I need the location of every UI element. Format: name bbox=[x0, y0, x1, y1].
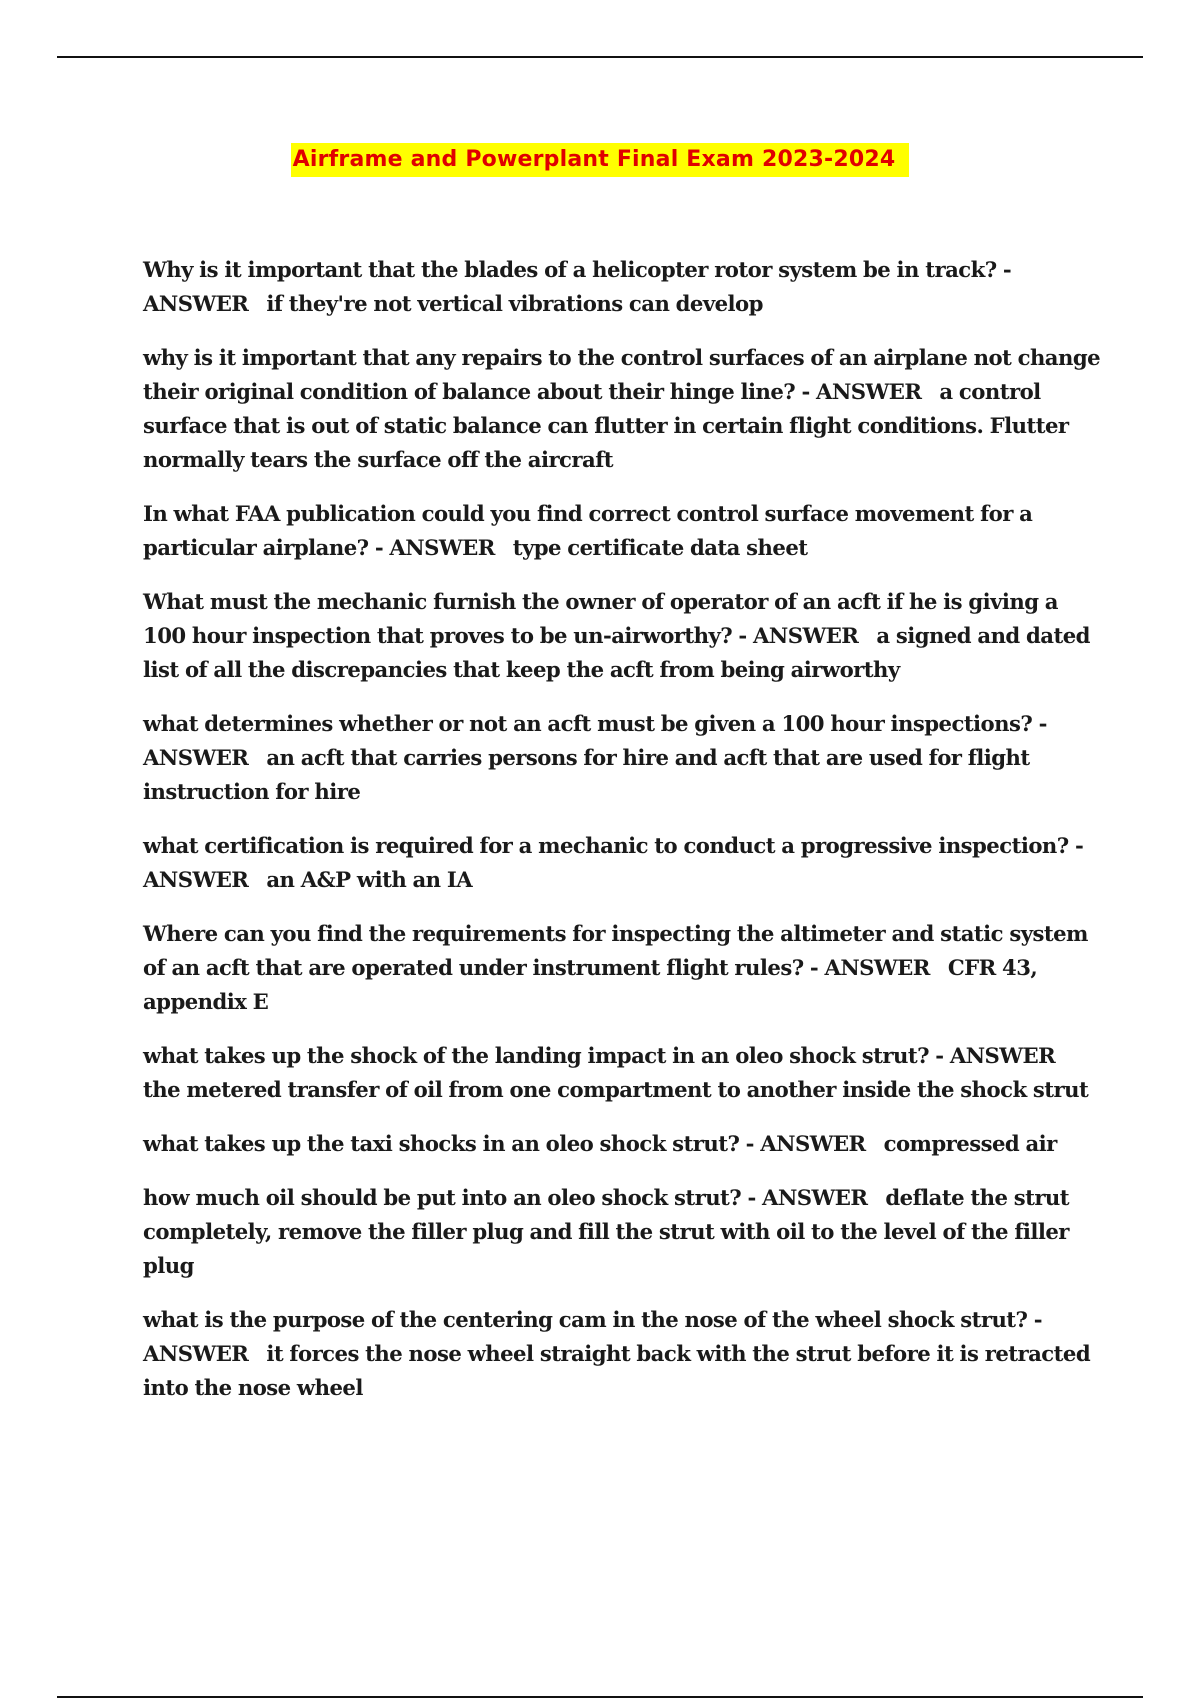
qa-item bbox=[143, 497, 1103, 565]
title-container bbox=[0, 143, 1200, 177]
qa-item bbox=[143, 917, 1103, 1019]
question-text: what determines whether or not an acft must be given a 100 hour inspections? - ANSWER bbox=[143, 711, 1047, 770]
answer-text: an A&P with an IA bbox=[266, 867, 473, 892]
qa-item bbox=[143, 1127, 1103, 1161]
document-title: Airframe and Powerplant Final Exam 2023-2024 bbox=[291, 143, 910, 177]
answer-text: the metered transfer of oil from one compartment to another inside the shock strut bbox=[143, 1077, 1089, 1102]
qa-item bbox=[143, 1303, 1103, 1405]
qa-item bbox=[143, 707, 1103, 809]
answer-text: deflate the strut completely, remove the filler plug and fill the strut with oil to the level of the filler plug bbox=[143, 1185, 1070, 1278]
answer-text: a signed and dated list of all the discrepancies that keep the acft from being airworthy bbox=[143, 623, 1090, 682]
answer-text: an acft that carries persons for hire and acft that are used for flight instruction for hire bbox=[143, 745, 1030, 804]
answer-text: if they're not vertical vibrations can develop bbox=[266, 291, 763, 316]
question-text: what takes up the shock of the landing impact in an oleo shock strut? - ANSWER bbox=[143, 1043, 1056, 1068]
question-text: Why is it important that the blades of a helicopter rotor system be in track? - ANSWER bbox=[143, 257, 1012, 316]
question-text: what is the purpose of the centering cam in the nose of the wheel shock strut? - ANSWER bbox=[143, 1307, 1042, 1366]
question-text: Where can you find the requirements for inspecting the altimeter and static system of an acft that are operated under instrument flight rules? - ANSWER bbox=[143, 921, 1088, 980]
question-text: what certification is required for a mechanic to conduct a progressive inspection? - ANSWER bbox=[143, 833, 1084, 892]
top-rule bbox=[57, 56, 1143, 58]
answer-text: it forces the nose wheel straight back with the strut before it is retracted into the nose wheel bbox=[143, 1341, 1091, 1400]
qa-item bbox=[143, 829, 1103, 897]
answer-text: a control surface that is out of static balance can flutter in certain flight conditions. Flutter normally tears the surface off the aircraft bbox=[143, 379, 1069, 472]
question-text: what takes up the taxi shocks in an oleo shock strut? - ANSWER bbox=[143, 1131, 866, 1156]
answer-text: compressed air bbox=[883, 1131, 1057, 1156]
qa-item bbox=[143, 1039, 1103, 1107]
answer-text: type certificate data sheet bbox=[512, 535, 808, 560]
question-text: What must the mechanic furnish the owner of operator of an acft if he is giving a 100 hour inspection that proves to be un-airworthy? - ANSWER bbox=[143, 589, 1058, 648]
answer-text: CFR 43, appendix E bbox=[143, 955, 1038, 1014]
question-text: why is it important that any repairs to the control surfaces of an airplane not change their original condition of balance about their hinge line? - ANSWER bbox=[143, 345, 1101, 404]
qa-item bbox=[143, 1181, 1103, 1283]
question-text: how much oil should be put into an oleo shock strut? - ANSWER bbox=[143, 1185, 868, 1210]
qa-item bbox=[143, 341, 1103, 477]
bottom-rule bbox=[57, 1696, 1143, 1698]
question-text: In what FAA publication could you find correct control surface movement for a particular airplane? - ANSWER bbox=[143, 501, 1033, 560]
qa-item bbox=[143, 253, 1103, 321]
qa-item bbox=[143, 585, 1103, 687]
qa-list bbox=[143, 253, 1103, 1425]
